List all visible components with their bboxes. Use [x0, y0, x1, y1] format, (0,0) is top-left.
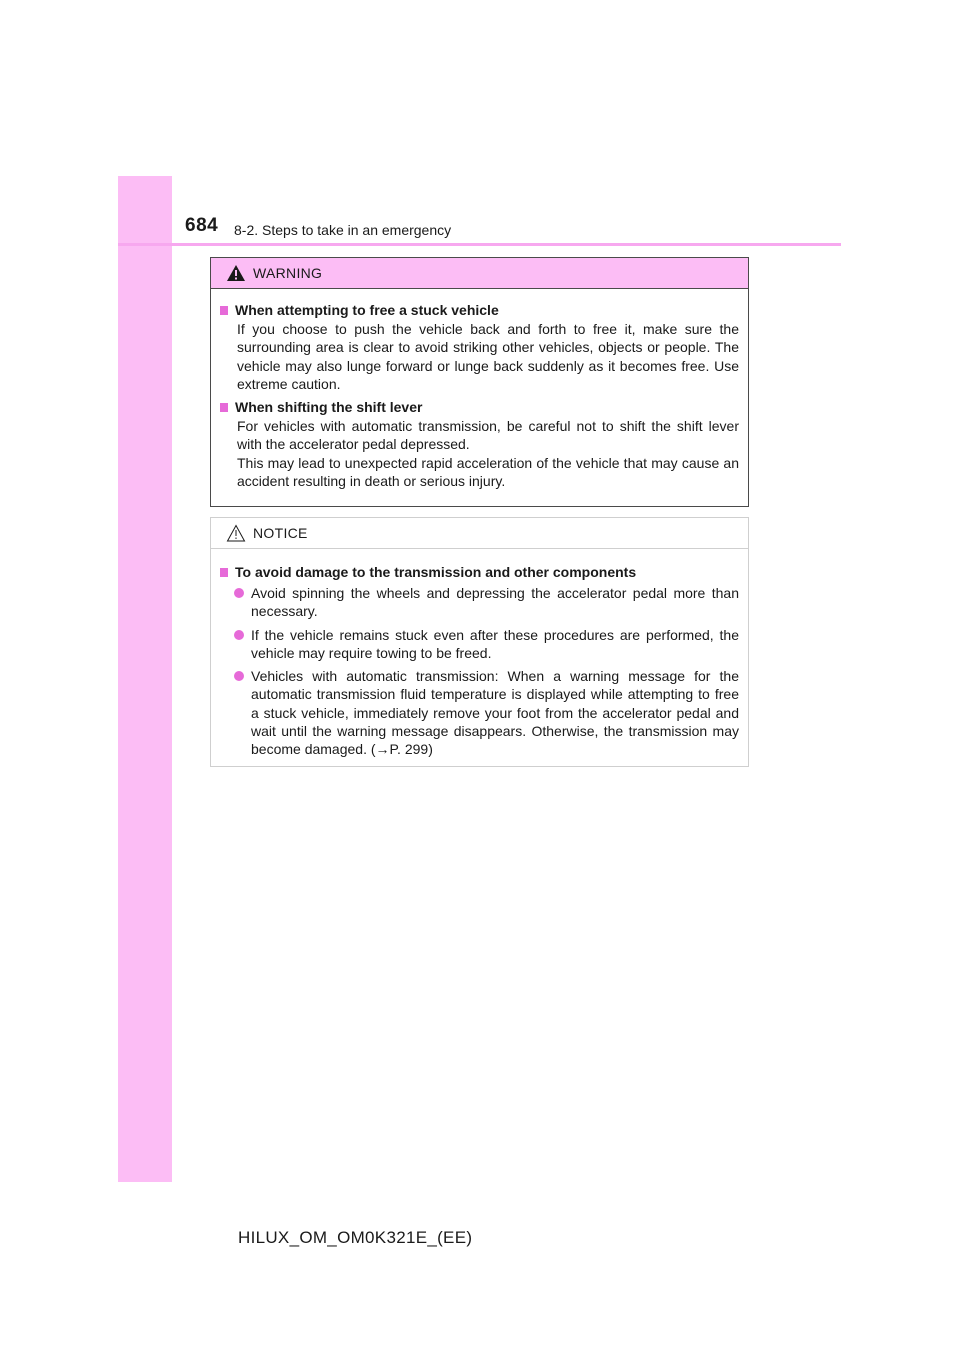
- warning-item-title: When shifting the shift lever: [235, 399, 423, 416]
- notice-bullet-text: If the vehicle remains stuck even after these procedures are performed, the vehicle may require towing to be freed.: [251, 626, 739, 661]
- notice-bullet: [234, 626, 739, 663]
- warning-item-text-2: This may lead to unexpected rapid acceleration of the vehicle that may cause an accident resulting in death or serious injury.: [237, 454, 739, 490]
- warning-triangle-icon: [226, 264, 246, 282]
- document-code: HILUX_OM_OM0K321E_(EE): [238, 1228, 473, 1247]
- header-rule: [118, 243, 841, 246]
- notice-header: [211, 518, 748, 549]
- square-bullet-icon: [220, 568, 228, 577]
- square-bullet-icon: [220, 403, 228, 412]
- square-bullet-icon: [220, 306, 228, 315]
- notice-title-text: To avoid damage to the transmission and other components: [235, 564, 637, 580]
- warning-header: [211, 258, 748, 289]
- notice-bullet-text: Avoid spinning the wheels and depressing the accelerator pedal more than necessary.: [251, 585, 739, 620]
- notice-bullet: [234, 584, 739, 621]
- warning-item-text: For vehicles with automatic transmission, be careful not to shift the shift lever with the accelerator pedal depressed.: [237, 418, 739, 453]
- round-bullet-icon: [234, 671, 244, 681]
- warning-label: WARNING: [253, 265, 323, 281]
- round-bullet-icon: [234, 588, 244, 598]
- section-title: 8-2. Steps to take in an emergency: [234, 222, 452, 238]
- warning-item-title: When attempting to free a stuck vehicle: [235, 302, 499, 318]
- warning-item-text: If you choose to push the vehicle back and forth to free it, make sure the surrounding area is clear to avoid striking other vehicles, objects or people. The vehicle may also lunge forward or lunge back suddenly as it becomes free. Use extreme caution.: [237, 321, 739, 392]
- notice-bullet-text: Vehicles with automatic transmission: When a warning message for the automatic transmission fluid temperature is displayed while attempting to free a stuck vehicle, immediately remove your foot from the accelerator pedal and wait until the warning message disappears. Otherwise, the transmission may become damaged. (→P. 299): [251, 668, 739, 758]
- notice-label: NOTICE: [253, 525, 308, 541]
- notice-box: [210, 517, 749, 767]
- notice-bullet: [234, 667, 739, 758]
- warning-item-shift-lever: [220, 398, 739, 490]
- warning-item-stuck-vehicle: [220, 301, 739, 393]
- caution-triangle-icon: [226, 524, 246, 542]
- notice-title: [220, 563, 739, 581]
- page-number: 684: [185, 215, 219, 236]
- side-tab-bar: [118, 176, 172, 1182]
- warning-box: [210, 257, 749, 507]
- round-bullet-icon: [234, 630, 244, 640]
